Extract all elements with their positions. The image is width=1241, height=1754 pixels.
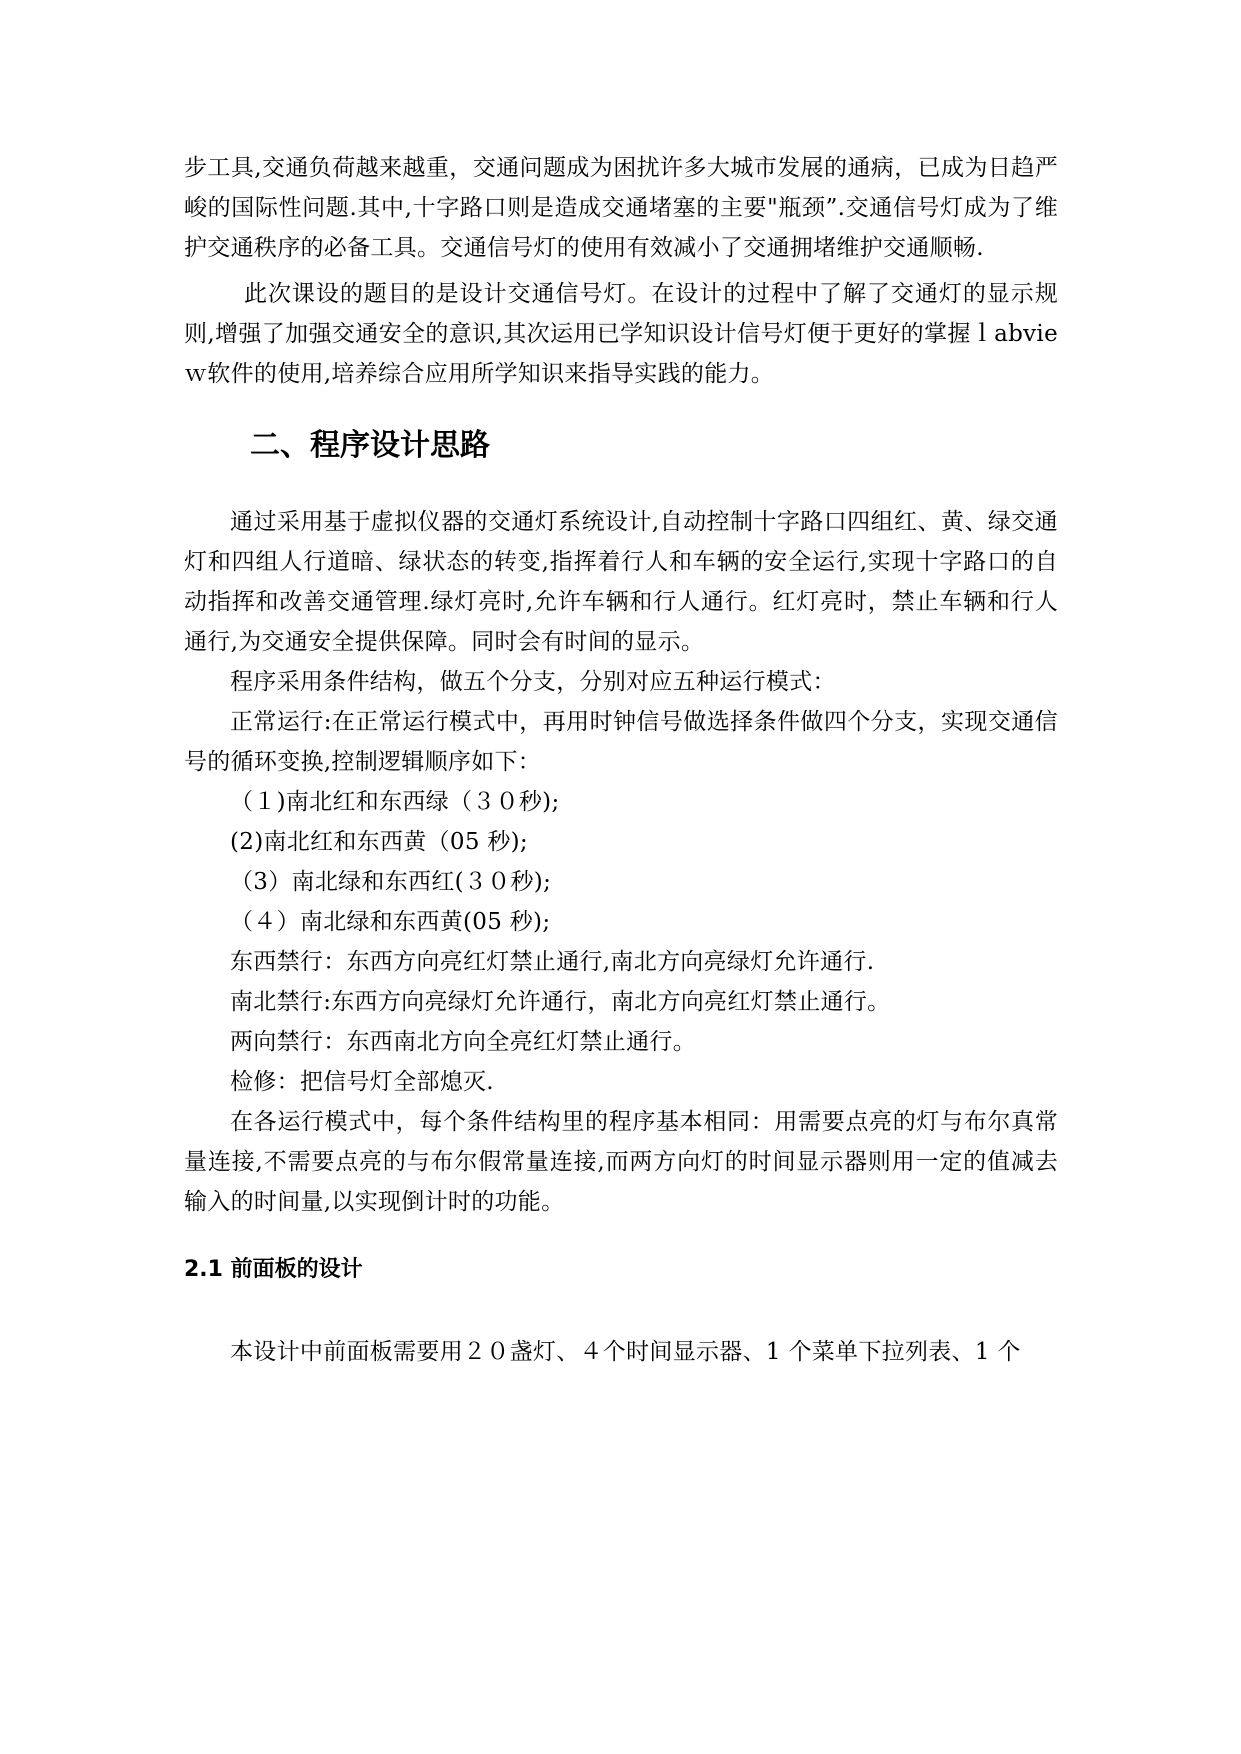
section2-paragraph-3: 正常运行:在正常运行模式中，再用时钟信号做选择条件做四个分支，实现交通信号的循环变换,控制逻辑顺序如下：	[184, 709, 1058, 775]
subsection-heading-front-panel: 2.1 前面板的设计	[184, 1257, 363, 1282]
page-body	[184, 148, 1058, 1372]
intro-paragraph-1: 步工具,交通负荷越来越重，交通问题成为困扰许多大城市发展的通病，已成为日趋严峻的国际性问题.其中,十字路口则是造成交通堵塞的主要"瓶颈”.交通信号灯成为了维护交通秩序的必备工具。交通信号灯的使用有效减小了交通拥堵维护交通顺畅.	[184, 155, 1058, 261]
step-item-2: (2)南北红和东西黄（05 秒);	[230, 829, 528, 855]
mode-item-east-west: 东西禁行：东西方向亮红灯禁止通行,南北方向亮绿灯允许通行.	[230, 949, 875, 975]
mode-item-south-north: 南北禁行:东西方向亮绿灯允许通行，南北方向亮红灯禁止通行。	[230, 989, 891, 1015]
section2-paragraph-1: 通过采用基于虚拟仪器的交通灯系统设计,自动控制十字路口四组红、黄、绿交通灯和四组人行道暗、绿状态的转变,指挥着行人和车辆的安全运行,实现十字路口的自动指挥和改善交通管理.绿灯亮时,允许车辆和行人通行。红灯亮时，禁止车辆和行人通行,为交通安全提供保障。同时会有时间的显示。	[184, 509, 1058, 655]
mode-item-both: 两向禁行：东西南北方向全亮红灯禁止通行。	[230, 1029, 696, 1055]
step-item-4: （４）南北绿和东西黄(05 秒);	[230, 909, 551, 935]
step-item-1: （１)南北红和东西绿（３０秒);	[230, 789, 560, 815]
section2-paragraph-2: 程序采用条件结构，做五个分支，分别对应五种运行模式：	[230, 669, 836, 695]
intro-paragraph-2: 此次课设的题目的是设计交通信号灯。在设计的过程中了解了交通灯的显示规则,增强了加强交通安全的意识,其次运用已学知识设计信号灯便于更好的掌握ｌabvieｗ软件的使用,培养综合应用所学知识来指导实践的能力。	[184, 281, 1058, 387]
section-heading-program-design: 二、程序设计思路	[250, 428, 490, 463]
section2-closing-paragraph: 在各运行模式中，每个条件结构里的程序基本相同：用需要点亮的灯与布尔真常量连接,不需要点亮的与布尔假常量连接,而两方向灯的时间显示器则用一定的值减去输入的时间量,以实现倒计时的功能。	[184, 1109, 1058, 1215]
front-panel-paragraph: 本设计中前面板需要用２０盏灯、４个时间显示器、1 个菜单下拉列表、1 个	[230, 1339, 1021, 1365]
mode-item-maintenance: 检修：把信号灯全部熄灭.	[230, 1069, 494, 1095]
step-item-3: （3）南北绿和东西红(３０秒);	[230, 869, 552, 895]
